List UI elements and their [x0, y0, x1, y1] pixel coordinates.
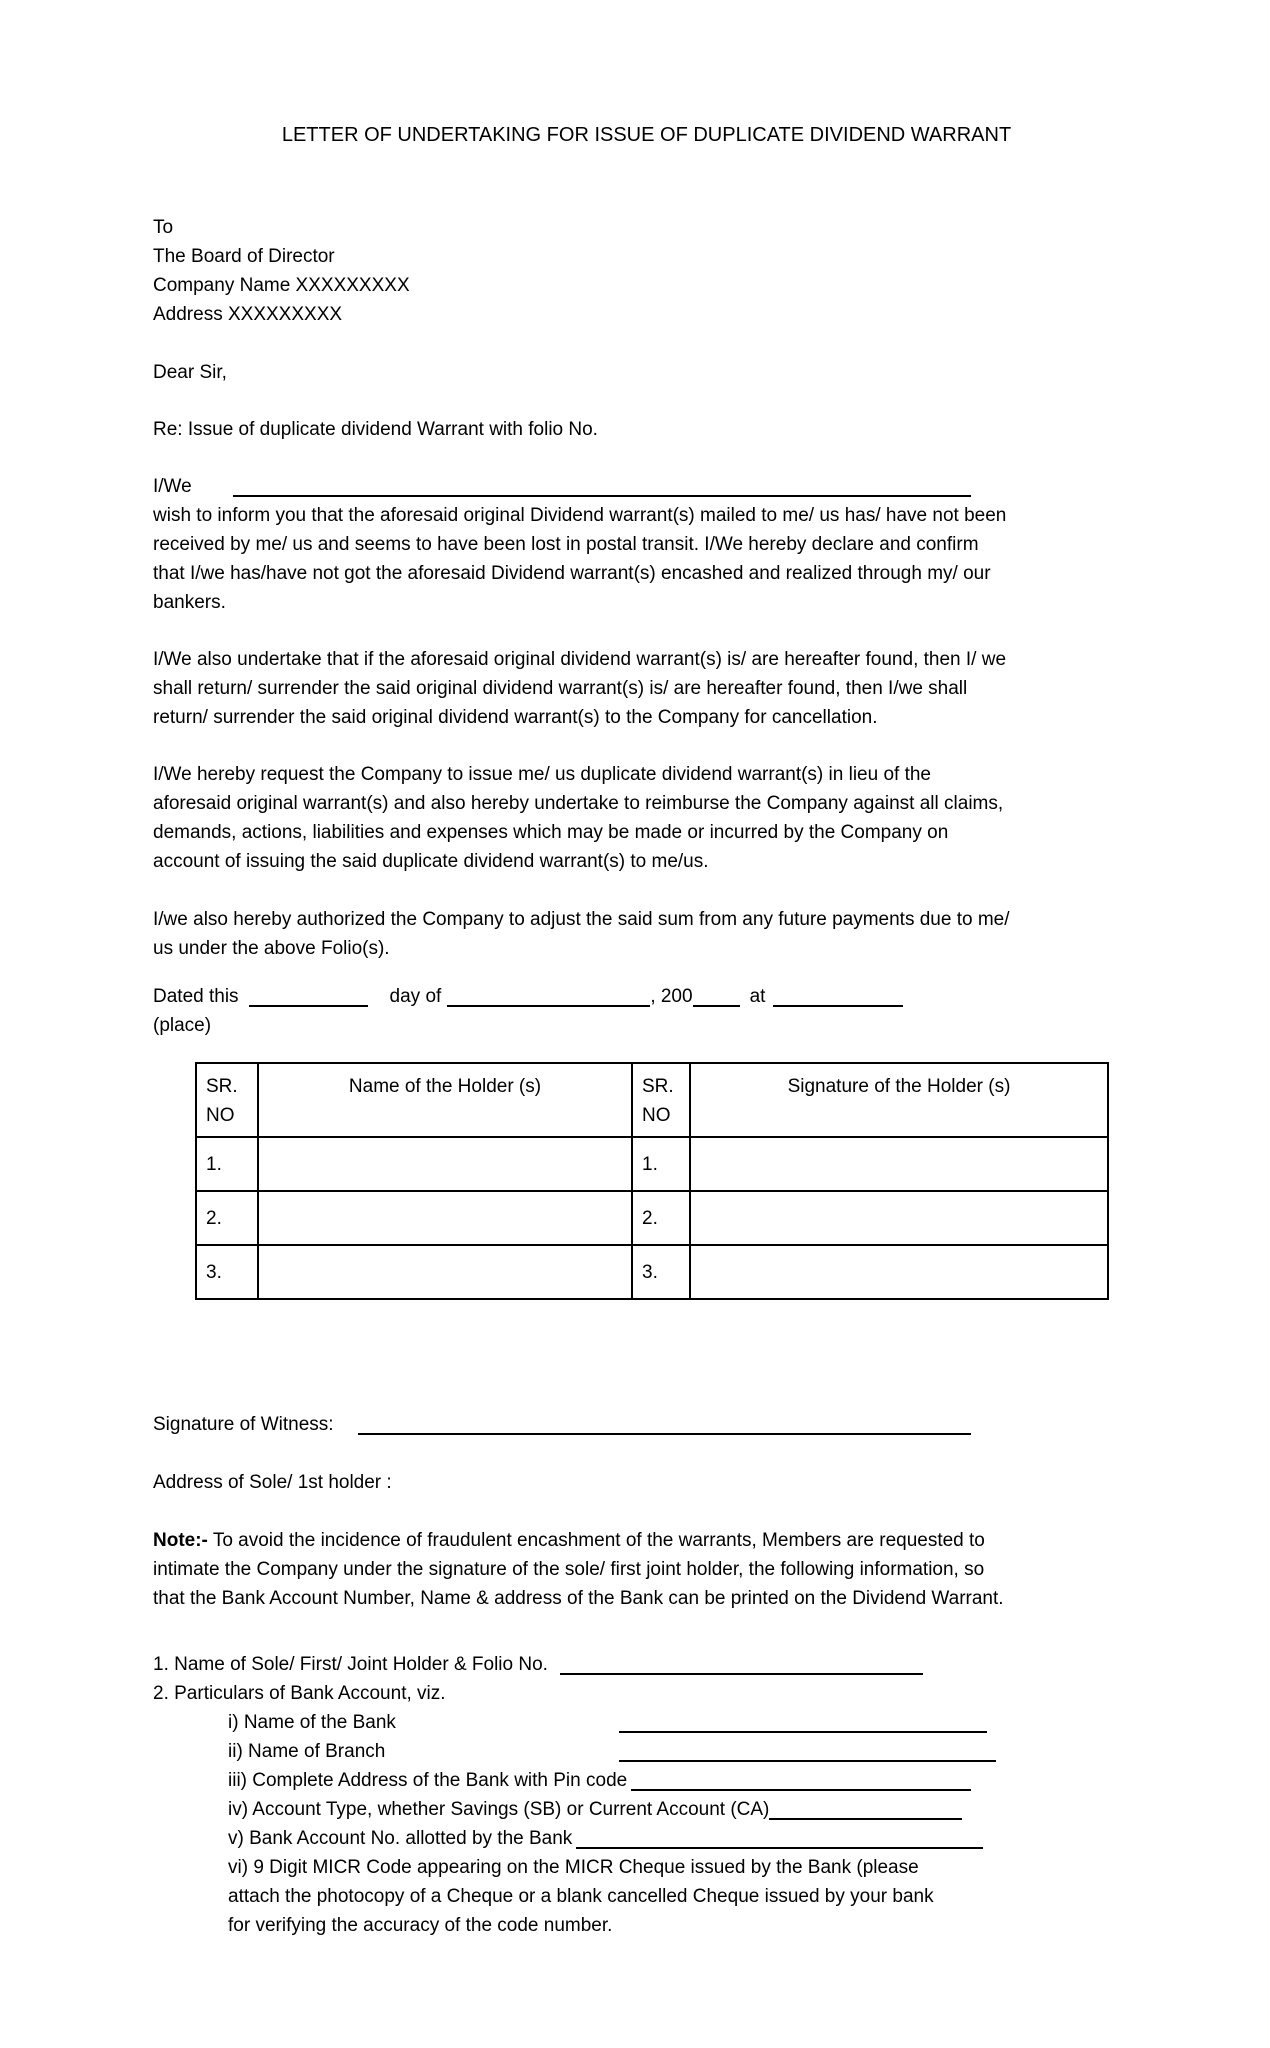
paragraph-line: us under the above Folio(s).	[153, 938, 390, 959]
table-row	[196, 1191, 1108, 1245]
bank-address-label: iii) Complete Address of the Bank with Pin code	[228, 1770, 628, 1791]
holder-folio-blank	[560, 1659, 923, 1675]
document-content	[153, 0, 1110, 1940]
paragraph-line: that I/we has/have not got the aforesaid Dividend warrant(s) encashed and realized through my/ our	[153, 563, 991, 584]
dated-line	[153, 982, 1110, 1011]
table-header-signature: Signature of the Holder (s)	[690, 1063, 1108, 1137]
dated-year-prefix: , 200	[650, 986, 693, 1007]
paragraph-line: received by me/ us and seems to have been lost in postal transit. I/We hereby declare and confirm	[153, 534, 979, 555]
note-text: To avoid the incidence of fraudulent encashment of the warrants, Members are requested to	[207, 1530, 985, 1551]
paragraph-line: account of issuing the said duplicate dividend warrant(s) to me/us.	[153, 851, 709, 872]
paragraph-line: aforesaid original warrant(s) and also hereby undertake to reimburse the Company against all claims,	[153, 793, 1004, 814]
dated-place-blank	[773, 991, 903, 1007]
dated-day-blank	[249, 991, 368, 1007]
table-cell-signature	[690, 1191, 1108, 1245]
table-cell-name	[258, 1245, 632, 1299]
paragraph-line: shall return/ surrender the said original dividend warrant(s) is/ are hereafter found, then I/we shall	[153, 678, 968, 699]
table-cell-name	[258, 1191, 632, 1245]
witness-line	[153, 1410, 1110, 1439]
note-line	[153, 1526, 1110, 1555]
account-no-label: v) Bank Account No. allotted by the Bank	[228, 1828, 573, 1849]
recipient-line-to: To	[153, 217, 174, 238]
dated-month-blank	[447, 991, 650, 1007]
paragraph-line: bankers.	[153, 592, 226, 613]
table-cell-sr: 2.	[632, 1191, 690, 1245]
document-title: LETTER OF UNDERTAKING FOR ISSUE OF DUPLICATE DIVIDEND WARRANT	[281, 124, 1012, 146]
table-header-sr-no-1: SR. NO	[196, 1063, 258, 1137]
table-header-row	[196, 1063, 1108, 1137]
table-cell-sr: 1.	[196, 1137, 258, 1191]
place-label: (place)	[153, 1015, 212, 1036]
opener-text: I/We	[153, 476, 192, 497]
table-cell-name	[258, 1137, 632, 1191]
bank-name-blank	[619, 1717, 987, 1733]
bank-sub-item-branch-name	[153, 1737, 1110, 1766]
salutation: Dear Sir,	[153, 362, 227, 383]
bank-name-label: i) Name of the Bank	[228, 1712, 396, 1733]
table-header-name: Name of the Holder (s)	[258, 1063, 632, 1137]
recipient-line-board: The Board of Director	[153, 246, 335, 267]
witness-blank-line	[358, 1419, 971, 1435]
holder-address-label: Address of Sole/ 1st holder :	[153, 1472, 392, 1493]
branch-name-blank	[619, 1746, 996, 1762]
witness-label: Signature of Witness:	[153, 1414, 334, 1435]
table-header-sr-no-2: SR. NO	[632, 1063, 690, 1137]
dated-prefix: Dated this	[153, 986, 239, 1007]
opener-line	[153, 472, 1110, 501]
bank-sub-item-micr-cont: for verifying the accuracy of the code number.	[228, 1915, 613, 1936]
bank-item-holder-folio-label: 1. Name of Sole/ First/ Joint Holder & Folio No.	[153, 1654, 548, 1675]
table-cell-sr: 3.	[632, 1245, 690, 1299]
holders-table	[195, 1062, 1109, 1300]
note-line: that the Bank Account Number, Name & address of the Bank can be printed on the Dividend Warrant.	[153, 1588, 1004, 1609]
paragraph-1	[153, 501, 1110, 617]
bank-sub-item-bank-address	[153, 1766, 1110, 1795]
table-cell-sr: 1.	[632, 1137, 690, 1191]
name-blank-line	[233, 481, 971, 497]
paragraph-line: demands, actions, liabilities and expenses which may be made or incurred by the Company on	[153, 822, 949, 843]
paragraph-4	[153, 905, 1110, 963]
dated-at-label: at	[749, 986, 766, 1007]
bank-sub-item-account-type	[153, 1795, 1110, 1824]
account-no-blank	[576, 1833, 983, 1849]
table-cell-sr: 3.	[196, 1245, 258, 1299]
bank-item-holder-folio	[153, 1650, 1110, 1679]
dated-year-blank	[693, 991, 740, 1007]
table-cell-sr: 2.	[196, 1191, 258, 1245]
note-label: Note:-	[153, 1530, 208, 1551]
account-type-label: iv) Account Type, whether Savings (SB) or Current Account (CA)	[228, 1799, 770, 1820]
bank-item-particulars: 2. Particulars of Bank Account, viz.	[153, 1683, 446, 1704]
paragraph-line: return/ surrender the said original dividend warrant(s) to the Company for cancellation.	[153, 707, 878, 728]
recipient-line-address: Address XXXXXXXXX	[153, 304, 343, 325]
dated-day-of-label: day of	[389, 986, 442, 1007]
bank-details-list	[153, 1650, 1110, 1940]
note-block	[153, 1526, 1110, 1613]
table-cell-signature	[690, 1245, 1108, 1299]
paragraph-3	[153, 760, 1110, 876]
note-line: intimate the Company under the signature of the sole/ first joint holder, the following information, so	[153, 1559, 985, 1580]
bank-sub-item-account-no	[153, 1824, 1110, 1853]
recipient-line-company: Company Name XXXXXXXXX	[153, 275, 410, 296]
account-type-blank	[769, 1804, 962, 1820]
paragraph-2	[153, 645, 1110, 732]
bank-sub-item-bank-name	[153, 1708, 1110, 1737]
bank-address-blank	[631, 1775, 971, 1791]
subject-line: Re: Issue of duplicate dividend Warrant with folio No.	[153, 419, 598, 440]
branch-name-label: ii) Name of Branch	[228, 1741, 386, 1762]
table-row	[196, 1137, 1108, 1191]
paragraph-line: I/we also hereby authorized the Company to adjust the said sum from any future payments due to me/	[153, 909, 1010, 930]
paragraph-line: I/We hereby request the Company to issue me/ us duplicate dividend warrant(s) in lieu of the	[153, 764, 931, 785]
paragraph-line: I/We also undertake that if the aforesaid original dividend warrant(s) is/ are hereafter found, then I/ we	[153, 649, 1007, 670]
bank-sub-item-micr: vi) 9 Digit MICR Code appearing on the MICR Cheque issued by the Bank (please	[228, 1857, 919, 1878]
table-row	[196, 1245, 1108, 1299]
bank-sub-item-micr-cont: attach the photocopy of a Cheque or a blank cancelled Cheque issued by your bank	[228, 1886, 934, 1907]
table-cell-signature	[690, 1137, 1108, 1191]
paragraph-line: wish to inform you that the aforesaid original Dividend warrant(s) mailed to me/ us has/ have not been	[153, 505, 1007, 526]
recipient-block	[153, 213, 1110, 329]
